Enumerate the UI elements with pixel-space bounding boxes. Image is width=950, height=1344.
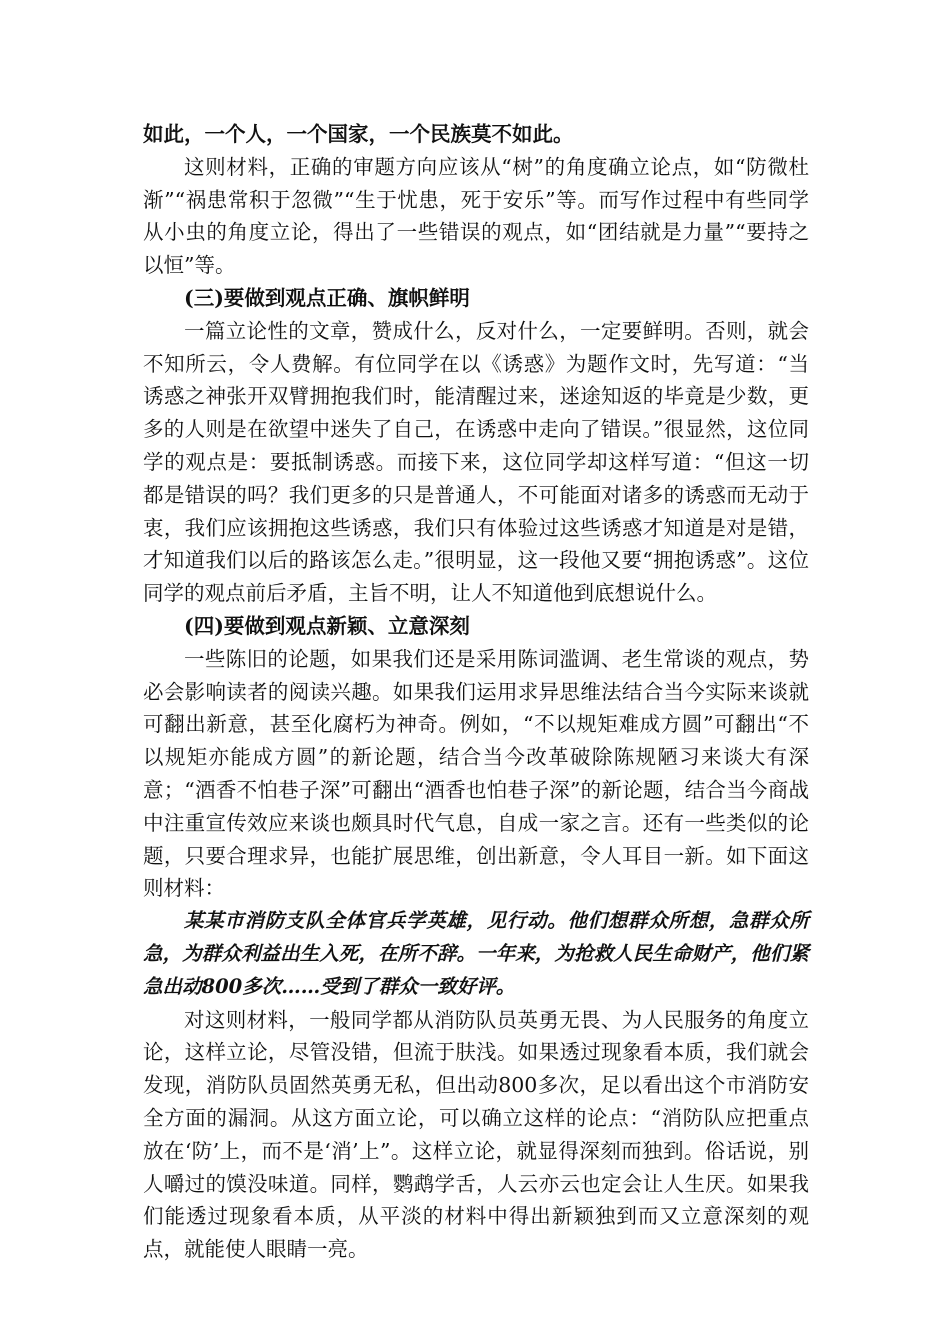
paragraph-continuation: 如此，一个人，一个国家，一个民族莫不如此。	[143, 122, 574, 146]
section-heading-3: (三)要做到观点正确、旗帜鲜明	[184, 285, 470, 310]
material-quote: 某某市消防支队全体官兵学英雄，见行动。他们想群众所想，急群众所急，为群众利益出生入死，在所不辞。一年来，为抢救人民生命财产，他们紧急出动800多次……受到了群众一致好评。	[143, 909, 809, 998]
paragraph-section-3: 一篇立论性的文章，赞成什么，反对什么，一定要鲜明。否则，就会不知所云，令人费解。有位同学在以《诱惑》为题作文时，先写道：“当诱惑之神张开双臂拥抱我们时，能清醒过来，迷途知返的毕竟是少数，更多的人则是在欲望中迷失了自己，在诱惑中走向了错误。”很显然，这位同学的观点是：要抵制诱惑。而接下来，这位同学却这样写道：“但这一切都是错误的吗？我们更多的只是普通人，不可能面对诸多的诱惑而无动于衷，我们应该拥抱这些诱惑，我们只有体验过这些诱惑才知道是对是错，才知道我们以后的路该怎么走。”很明显，这一段他又要“拥抱诱惑”。这位同学的观点前后矛盾，主旨不明，让人不知道他到底想说什么。	[143, 318, 809, 606]
paragraph-analysis: 这则材料，正确的审题方向应该从“树”的角度确立论点，如“防微杜渐”“祸患常积于忽微”“生于忧患，死于安乐”等。而写作过程中有些同学从小虫的角度立论，得出了一些错误的观点，如“团结就是力量”“要持之以恒”等。	[143, 154, 809, 278]
section-heading-4: (四)要做到观点新颖、立意深刻	[184, 613, 470, 638]
document-body	[143, 118, 809, 1266]
paragraph-conclusion: 对这则材料，一般同学都从消防队员英勇无畏、为人民服务的角度立论，这样立论，尽管没错，但流于肤浅。如果透过现象看本质，我们就会发现，消防队员固然英勇无私，但出动800多次，足以看出这个市消防安全方面的漏洞。从这方面立论，可以确立这样的论点：“消防队应把重点放在‘防’上，而不是‘消’上”。这样立论，就显得深刻而独到。俗话说，别人嚼过的馍没味道。同样，鹦鹉学舌，人云亦云也定会让人生厌。如果我们能透过现象看本质，从平淡的材料中得出新颖独到而又立意深刻的观点，就能使人眼睛一亮。	[143, 1007, 809, 1262]
paragraph-section-4: 一些陈旧的论题，如果我们还是采用陈词滥调、老生常谈的观点，势必会影响读者的阅读兴趣。如果我们运用求异思维法结合当今实际来谈就可翻出新意，甚至化腐朽为神奇。例如，“不以规矩难成方圆”可翻出“不以规矩亦能成方圆”的新论题，结合当今改革破除陈规陋习来谈大有深意；“酒香不怕巷子深”可翻出“酒香也怕巷子深”的新论题，结合当今商战中注重宣传效应来谈也颇具时代气息，自成一家之言。还有一些类似的论题，只要合理求异，也能扩展思维，创出新意，令人耳目一新。如下面这则材料：	[143, 646, 809, 901]
